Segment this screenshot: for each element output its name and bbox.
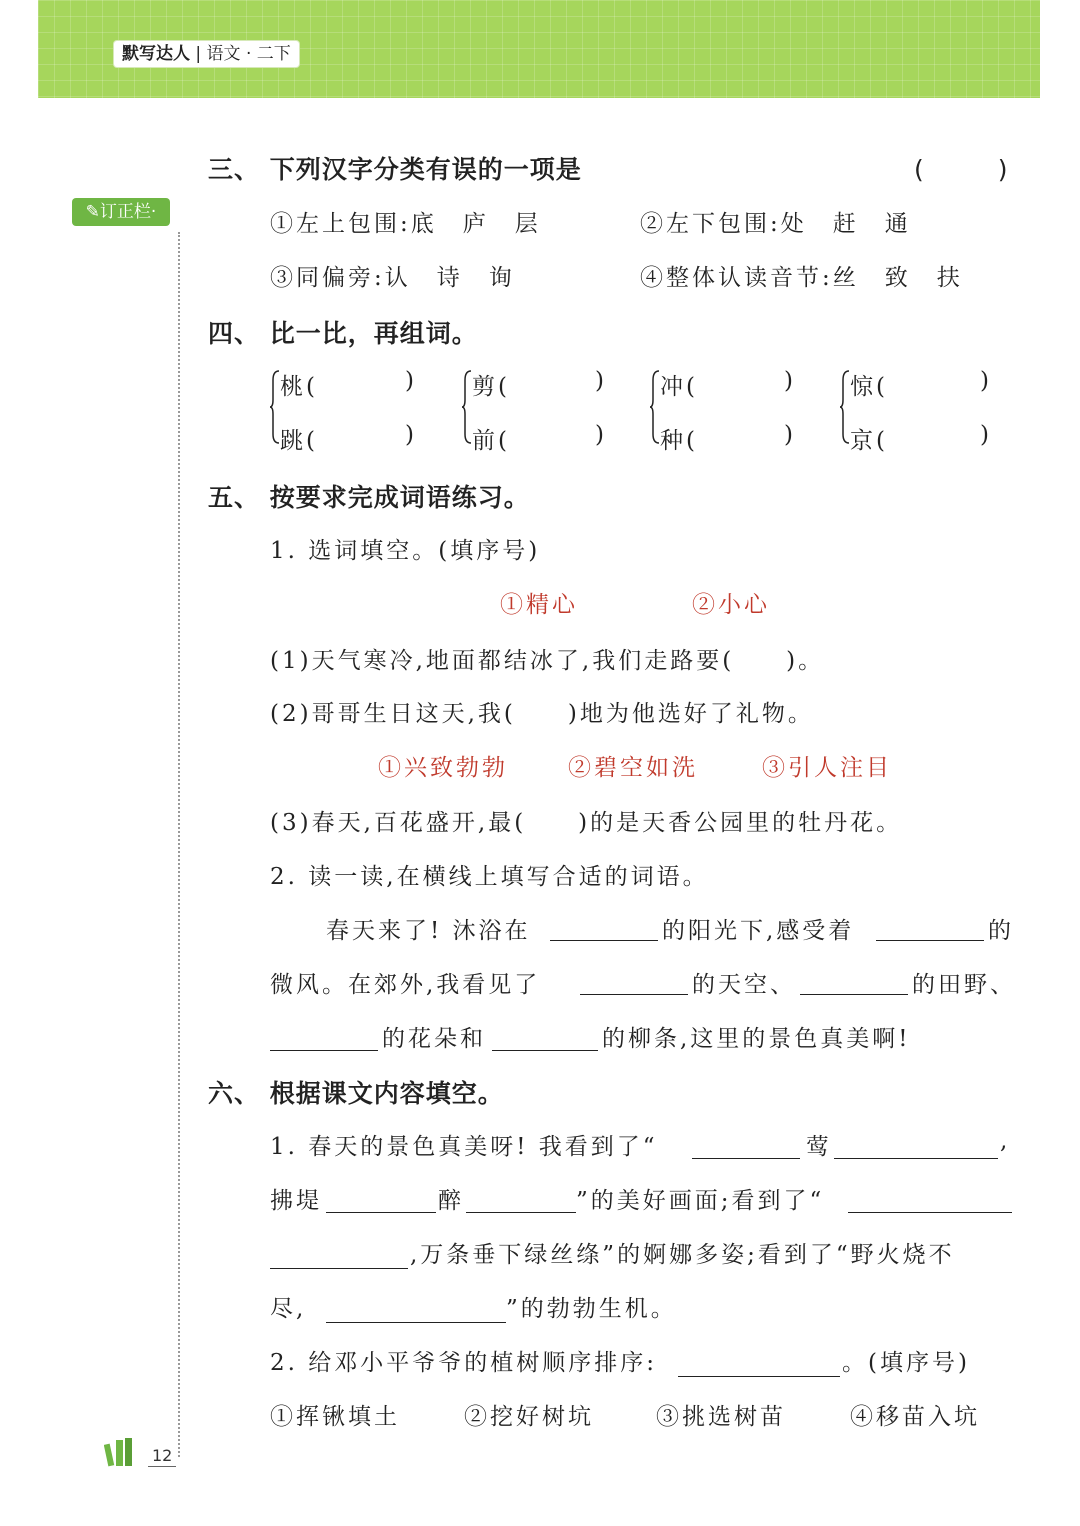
paragraph-line-3b: 的柳条,这里的景色真美啊! <box>602 1026 911 1052</box>
brace-3 <box>650 370 660 444</box>
s3-option-3: ③同偏旁:认 诗 询 <box>270 265 515 291</box>
compare-close-4b: ) <box>980 422 992 448</box>
blank-sunlight[interactable] <box>550 940 658 941</box>
blank-poem-4[interactable] <box>466 1212 576 1213</box>
books-icon <box>104 1436 142 1468</box>
paragraph-line-1b: 的阳光下,感受着 <box>662 918 855 944</box>
s6-line-2a: 拂堤 <box>270 1188 322 1214</box>
s6-line-4b: ”的勃勃生机。 <box>506 1296 677 1322</box>
paragraph-line-1c: 的 <box>988 918 1014 944</box>
compare-close-4a: ) <box>980 368 992 394</box>
s6-line-1c: , <box>1000 1128 1011 1154</box>
section-5-title: 五、 按要求完成词语练习。 <box>208 483 530 512</box>
brace-2 <box>462 370 472 444</box>
brace-1 <box>270 370 280 444</box>
word-choice-bikong: ②碧空如洗 <box>568 755 698 781</box>
section-3-title: 三、 下列汉字分类有误的一项是 <box>208 155 582 184</box>
s6-line-2c: ”的美好画面;看到了“ <box>576 1188 825 1214</box>
blank-flowers[interactable] <box>270 1050 378 1051</box>
word-choice-jingxin: ①精心 <box>500 592 578 618</box>
section-6-title: 六、 根据课文内容填空。 <box>208 1079 504 1108</box>
paragraph-line-2c: 的田野、 <box>912 972 1016 998</box>
compare-word-4a: 惊( <box>850 374 888 400</box>
blank-sky[interactable] <box>580 994 688 995</box>
paragraph-line-1a: 春天来了! 沐浴在 <box>326 918 531 944</box>
page-number-underline <box>148 1466 176 1467</box>
order-option-3: ③挑选树苗 <box>656 1404 786 1430</box>
subject-name: 语文 · 二下 <box>206 44 291 64</box>
correction-divider <box>178 232 180 1457</box>
s5-question-1: 1. 选词填空。(填序号) <box>270 538 541 564</box>
compare-word-1b: 跳( <box>280 428 318 454</box>
compare-word-3b: 种( <box>660 428 698 454</box>
paragraph-line-2b: 的天空、 <box>692 972 796 998</box>
order-option-2: ②挖好树坑 <box>464 1404 594 1430</box>
page-number: 12 <box>152 1446 173 1465</box>
compare-close-2b: ) <box>595 422 607 448</box>
order-option-4: ④移苗入坑 <box>850 1404 980 1430</box>
blank-poem-2[interactable] <box>834 1158 998 1159</box>
blank-willow[interactable] <box>492 1050 598 1051</box>
brand-name: 默写达人 <box>122 44 190 64</box>
compare-close-1b: ) <box>405 422 417 448</box>
compare-close-3a: ) <box>784 368 796 394</box>
paragraph-line-2a: 微风。在郊外,我看见了 <box>270 972 541 998</box>
blank-fields[interactable] <box>800 994 908 995</box>
book-title-label <box>114 41 299 67</box>
s3-option-1: ①左上包围:底 庐 层 <box>270 211 541 237</box>
blank-poem-1[interactable] <box>692 1158 800 1159</box>
section-4-title: 四、 比一比，再组词。 <box>208 319 478 348</box>
correction-tag: ✎订正栏· <box>72 198 170 226</box>
word-choice-xiaoxin: ②小心 <box>692 592 770 618</box>
s6-line-3a: ,万条垂下绿丝绦”的婀娜多姿;看到了“野火烧不 <box>410 1242 955 1268</box>
s6-line-2b: 醉 <box>438 1188 464 1214</box>
compare-close-1a: ) <box>405 368 417 394</box>
blank-poem-6[interactable] <box>270 1268 408 1269</box>
blank-order[interactable] <box>678 1376 840 1377</box>
s6-question-2: 2. 给邓小平爷爷的植树顺序排序: <box>270 1350 658 1376</box>
blank-breeze[interactable] <box>876 940 984 941</box>
s6-line-1a: 1. 春天的景色真美呀! 我看到了“ <box>270 1134 658 1160</box>
s6-line-1b: 莺 <box>806 1134 832 1160</box>
compare-word-1a: 桃( <box>280 374 318 400</box>
s5-sentence-2: (2)哥哥生日这天,我( )地为他选好了礼物。 <box>270 701 814 727</box>
blank-poem-5[interactable] <box>848 1212 1012 1213</box>
word-choice-xingzhi: ①兴致勃勃 <box>378 755 508 781</box>
section-3-answer-box[interactable]: ( ) <box>914 155 1016 184</box>
s3-option-4: ④整体认读音节:丝 致 扶 <box>640 265 963 291</box>
compare-word-2b: 前( <box>472 428 510 454</box>
compare-close-2a: ) <box>595 368 607 394</box>
s5-sentence-3: (3)春天,百花盛开,最( )的是天香公园里的牡丹花。 <box>270 810 903 836</box>
order-option-1: ①挥锹填土 <box>270 1404 400 1430</box>
blank-poem-3[interactable] <box>326 1212 436 1213</box>
compare-close-3b: ) <box>784 422 796 448</box>
blank-poem-7[interactable] <box>326 1322 506 1323</box>
word-choice-yinren: ③引人注目 <box>762 755 892 781</box>
s6-question-2-end: 。(填序号) <box>842 1350 970 1376</box>
compare-word-4b: 京( <box>850 428 888 454</box>
paragraph-line-3a: 的花朵和 <box>382 1026 486 1052</box>
s5-question-2: 2. 读一读,在横线上填写合适的词语。 <box>270 864 709 890</box>
compare-word-2a: 剪( <box>472 374 510 400</box>
header-separator: | <box>195 44 202 64</box>
brace-4 <box>840 370 850 444</box>
compare-word-3a: 冲( <box>660 374 698 400</box>
s6-line-4a: 尽, <box>270 1296 307 1322</box>
s3-option-2: ②左下包围:处 赶 通 <box>640 211 911 237</box>
s5-sentence-1: (1)天气寒冷,地面都结冰了,我们走路要( )。 <box>270 648 825 674</box>
